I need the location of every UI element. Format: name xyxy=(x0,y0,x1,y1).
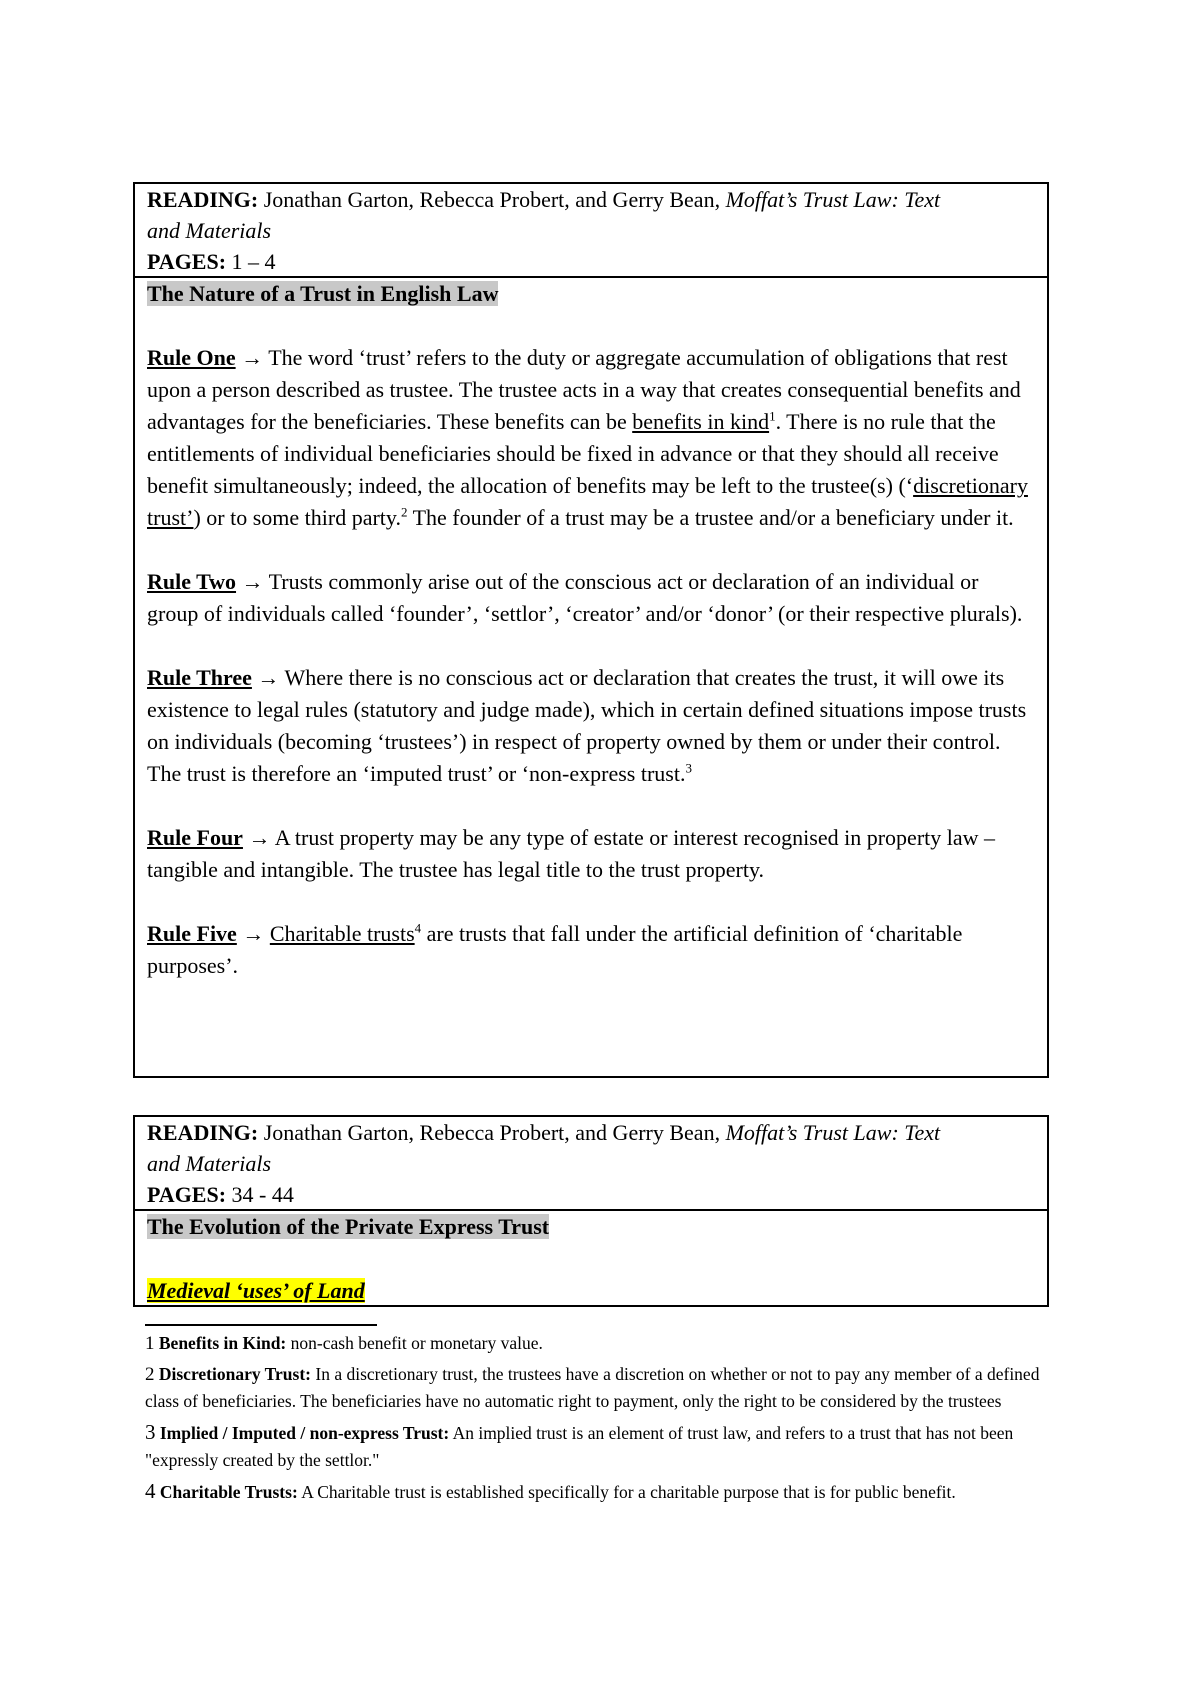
footnote-number: 1 xyxy=(145,1333,155,1354)
arrow-icon: → xyxy=(248,825,271,850)
reading-line xyxy=(147,184,1035,215)
reading-box-1 xyxy=(133,182,1049,1078)
footnote-2 xyxy=(145,1361,1055,1415)
footnote-text: In a discretionary trust, the trustees have a discretion on whether or not to pay any member of a defined class of beneficiaries. The beneficiaries have no automatic right to payment, only the right to be considered by the trustees xyxy=(145,1364,1040,1411)
reading-box-2 xyxy=(133,1115,1049,1307)
subsection-title: Medieval ‘uses’ of Land xyxy=(147,1278,365,1303)
reading-authors: Jonathan Garton, Rebecca Probert, and Gerry Bean, xyxy=(258,187,726,212)
footnote-number: 3 xyxy=(145,1420,156,1444)
reading-header-2 xyxy=(135,1117,1047,1211)
arrow-icon: → xyxy=(241,569,264,594)
footnote-4 xyxy=(145,1478,1055,1506)
footnote-1 xyxy=(145,1330,1055,1357)
section-body-1 xyxy=(135,278,1047,982)
section-title: The Nature of a Trust in English Law xyxy=(147,281,499,306)
arrow-icon: → xyxy=(242,921,265,946)
arrow-icon: → xyxy=(241,345,264,370)
footnote-ref[interactable]: 3 xyxy=(685,760,692,776)
footnote-ref[interactable]: 1 xyxy=(769,408,776,424)
rule-two: Rule Two → Trusts commonly arise out of the conscious act or declaration of an individual or group of individuals called ‘founder’, ‘settlor’, ‘creator’ and/or ‘donor’ (or their respective plurals). xyxy=(147,569,1023,626)
section-title: The Evolution of the Private Express Trust xyxy=(147,1214,550,1239)
pages-line xyxy=(147,1179,1035,1210)
reading-title-2: and Materials xyxy=(147,218,272,243)
pages-line xyxy=(147,246,1035,277)
footnotes xyxy=(145,1330,1055,1510)
rule-label: Rule Five xyxy=(147,921,237,946)
footnote-3 xyxy=(145,1419,1055,1474)
footnote-term: Discretionary Trust: xyxy=(158,1364,312,1384)
footnote-text: An implied trust is an element of trust law, and refers to a trust that has not been "expressly created by the settlor." xyxy=(145,1423,1014,1470)
rule-four: Rule Four → A trust property may be any type of estate or interest recognised in property law – tangible and intangible. The trustee has legal title to the trust property. xyxy=(147,825,996,882)
rule-three: Rule Three → Where there is no conscious act or declaration that creates the trust, it will owe its existence to legal rules (statutory and judge made), which in certain defined situations impose trusts on individuals (becoming ‘trustees’) in respect of property owned by them or under their control. The trust is therefore an ‘imputed trust’ or ‘non-express trust.$^3$ xyxy=(147,665,1027,786)
rule-label: Rule One xyxy=(147,345,236,370)
reading-title-1: Moffat’s Trust Law: Text xyxy=(725,187,941,212)
footnote-term: Benefits in Kind: xyxy=(158,1333,287,1353)
reading-label: READING: xyxy=(147,1120,259,1145)
footnote-ref[interactable]: 4 xyxy=(414,920,422,936)
reading-header-1 xyxy=(135,184,1047,278)
rule-one: Rule One → The word ‘trust’ refers to the duty or aggregate accumulation of obligations that rest upon a person described as trustee. The trustee acts in a way that creates consequential benefits and advantages for the beneficiaries. These benefits can be benefits in kind$^1$. There is no rule that the entitlements of individual beneficiaries should be fixed in advance or that they should all receive benefit simultaneously; indeed, the allocation of benefits may be left to the trustee(s) (‘discretionary trust’) or to some third party.$^2$ The founder of a trust may be a trustee and/or a beneficiary under it. xyxy=(147,345,1028,530)
footnote-ref[interactable]: 2 xyxy=(400,504,408,520)
footnote-text: non-cash benefit or monetary value. xyxy=(286,1333,543,1353)
reading-authors: Jonathan Garton, Rebecca Probert, and Gerry Bean, xyxy=(258,1120,726,1145)
pages-label: PAGES: xyxy=(147,1182,227,1207)
pages-value: 1 – 4 xyxy=(226,249,276,274)
footnote-separator xyxy=(145,1324,377,1326)
footnote-text: A Charitable trust is established specifically for a charitable purpose that is for public benefit. xyxy=(297,1482,956,1502)
section-body-2 xyxy=(135,1211,1047,1307)
reading-title-1: Moffat’s Trust Law: Text xyxy=(725,1120,941,1145)
reading-label: READING: xyxy=(147,187,259,212)
rule-label: Rule Three xyxy=(147,665,252,690)
footnote-number: 4 xyxy=(145,1479,156,1503)
footnote-term: Charitable Trusts: xyxy=(159,1482,298,1502)
term-link: discretionary trust’ xyxy=(147,473,1028,530)
arrow-icon: → xyxy=(257,665,280,690)
pages-value: 34 - 44 xyxy=(226,1182,294,1207)
footnote-number: 2 xyxy=(145,1364,155,1385)
pages-label: PAGES: xyxy=(147,249,227,274)
footnote-term: Implied / Imputed / non-express Trust: xyxy=(159,1423,450,1443)
rule-five: Rule Five → Charitable trusts$^4$ are trusts that fall under the artificial definition of ‘charitable purposes’. xyxy=(147,920,963,978)
rule-label: Rule Four xyxy=(147,825,243,850)
term-link: benefits in kind xyxy=(632,409,770,434)
term-link: Charitable trusts xyxy=(269,921,415,946)
rule-label: Rule Two xyxy=(147,569,237,594)
reading-line xyxy=(147,1117,1035,1148)
reading-title-2: and Materials xyxy=(147,1151,272,1176)
